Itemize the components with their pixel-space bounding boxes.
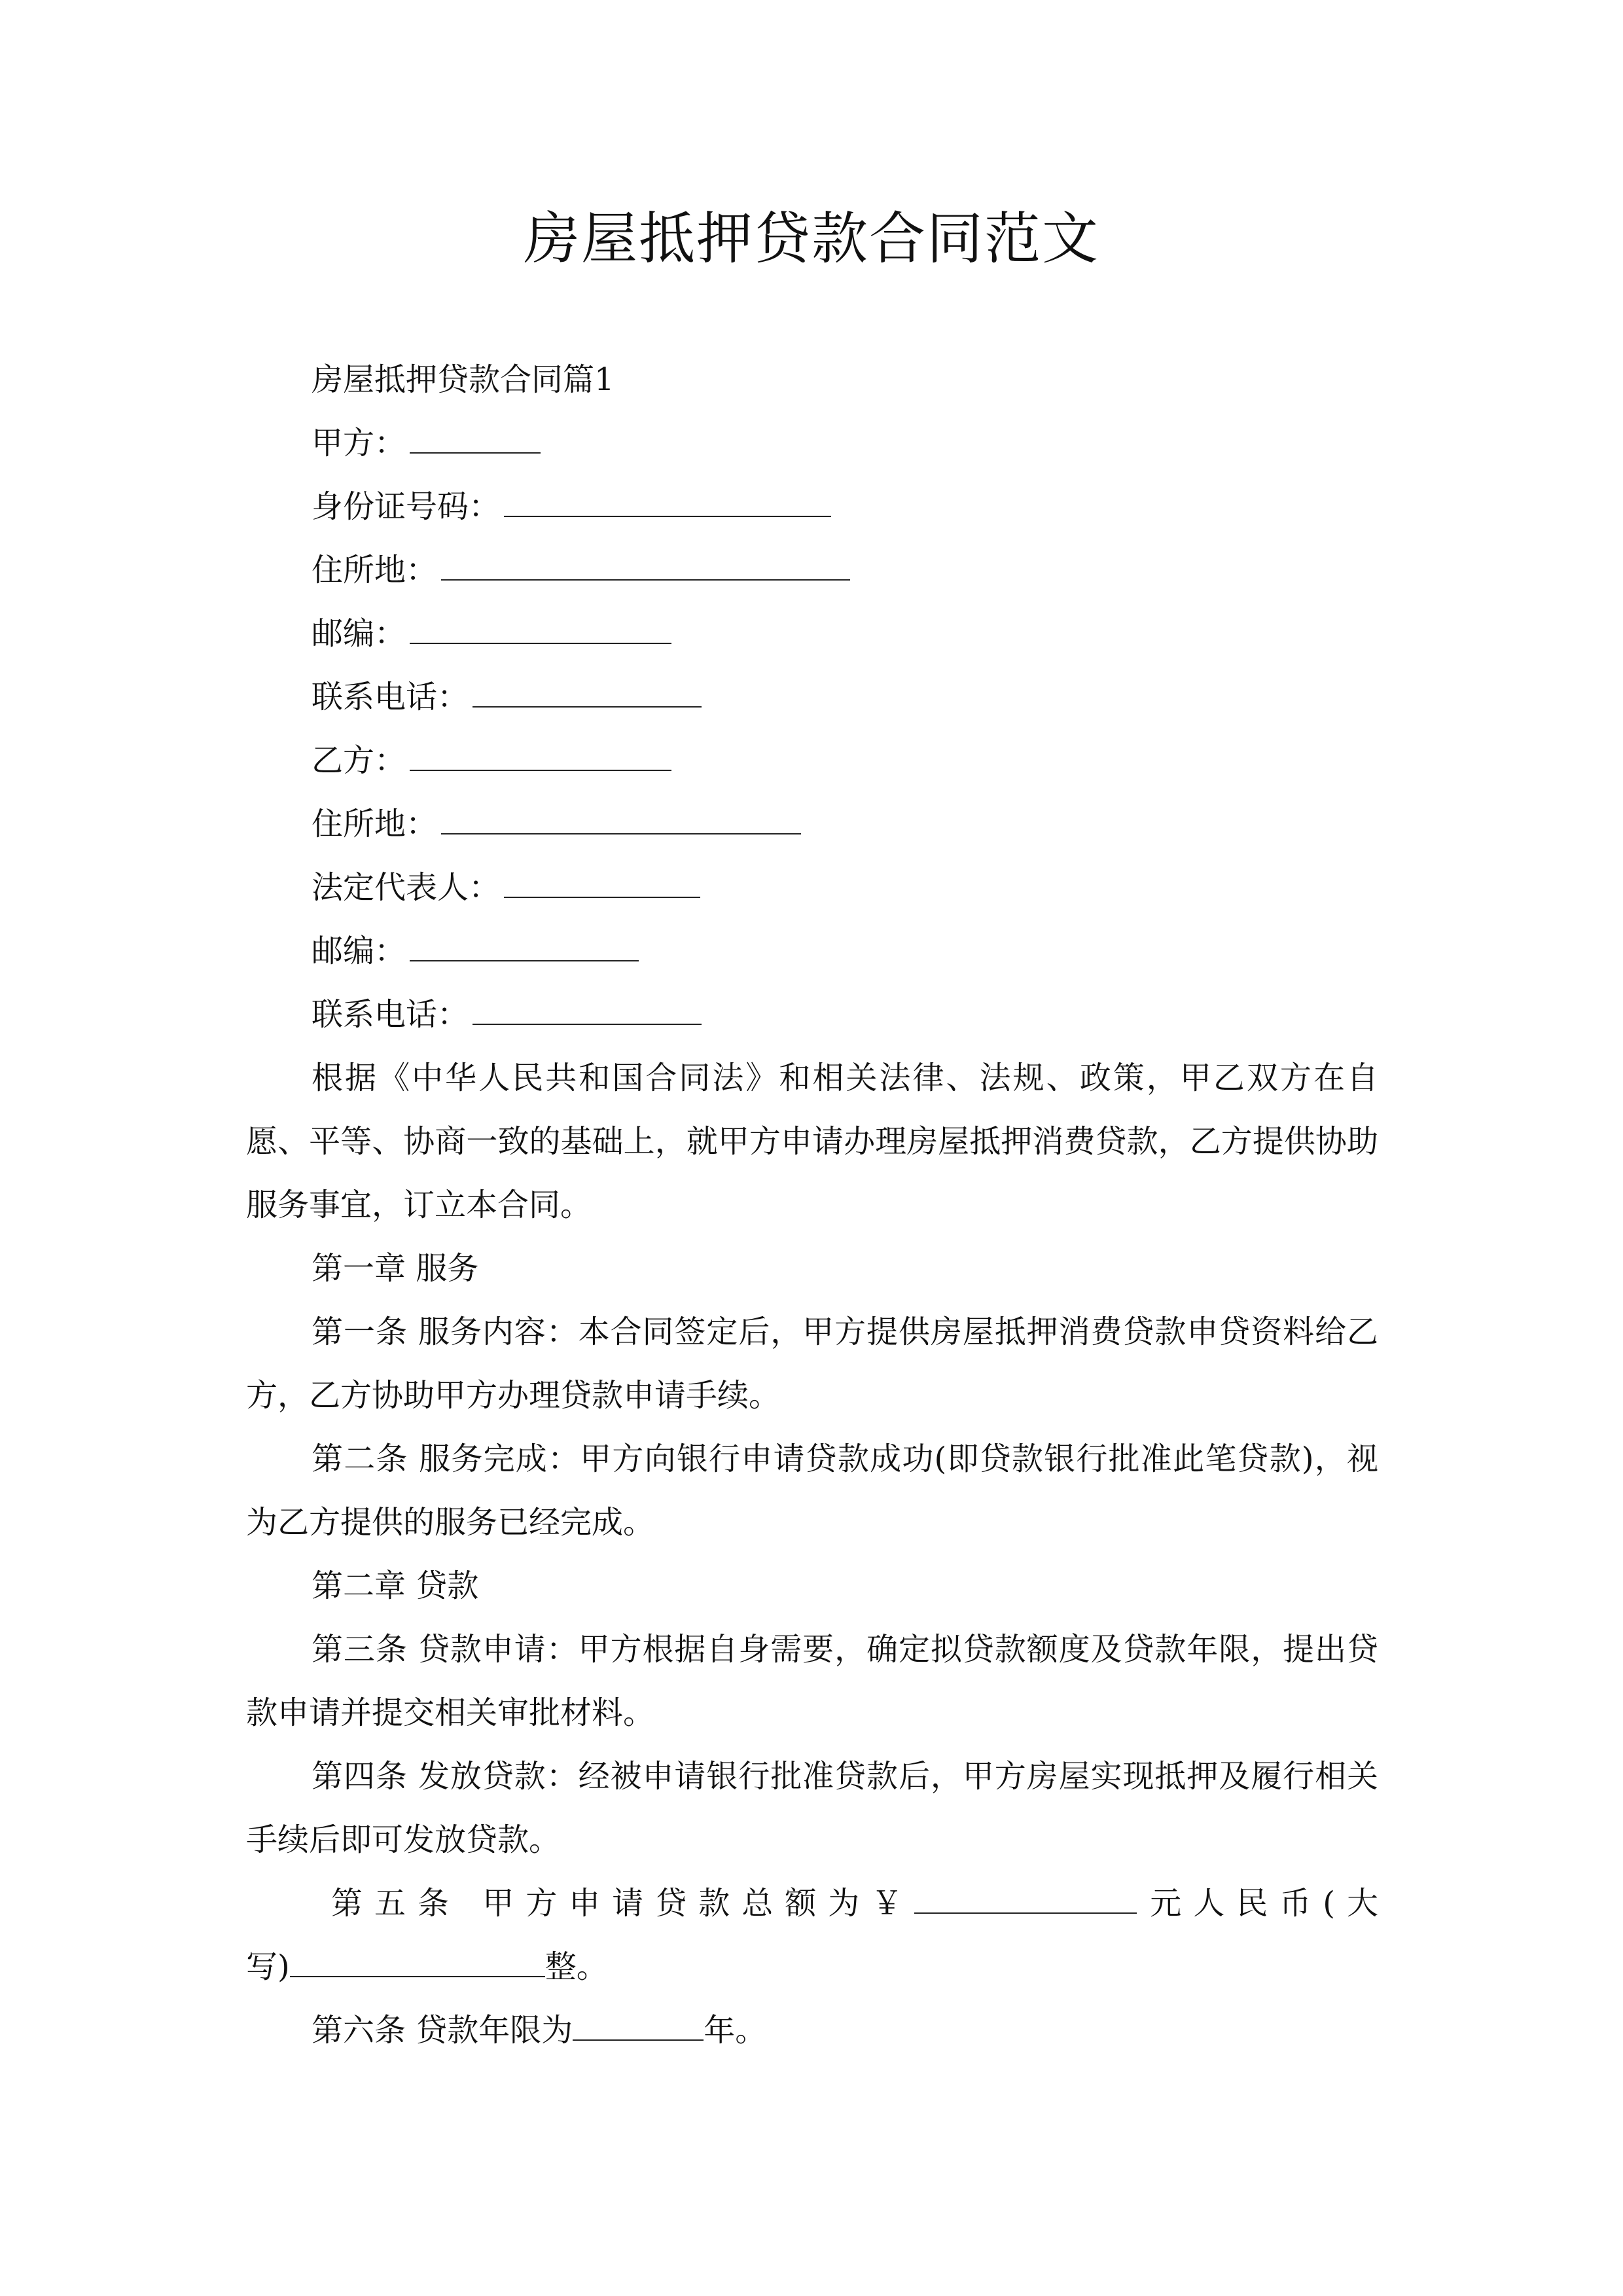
fill-blank[interactable] [441, 549, 850, 581]
preamble-paragraph: 根据《中华人民共和国合同法》和相关法律、法规、政策，甲乙双方在自愿、平等、协商一致的基础上，就甲方申请办理房屋抵押消费贷款，乙方提供协助服务事宜，订立本合同。 [246, 1060, 1378, 1223]
article-5-text: 整。 [544, 1948, 608, 1985]
fill-blank[interactable] [473, 676, 702, 708]
field-party-a [246, 412, 1378, 475]
fill-blank[interactable] [914, 1882, 1137, 1914]
article-5-line-1 [246, 1872, 1390, 1935]
chapter-heading-1: 第一章 服务 [312, 1250, 479, 1287]
fill-blank[interactable] [473, 994, 702, 1025]
fill-blank[interactable] [504, 867, 700, 898]
article-1: 第一条 服务内容：本合同签定后，甲方提供房屋抵押消费贷款申贷资料给乙方，乙方协助甲方办理贷款申请手续。 [246, 1314, 1378, 1414]
field-label: 甲方： [312, 425, 406, 461]
field-postcode-b [246, 920, 1378, 983]
article-5-line-2 [246, 1935, 1378, 1999]
fill-blank[interactable] [410, 930, 639, 961]
article-5-text: 元人民币(大 [1150, 1885, 1390, 1922]
section-heading [246, 348, 1378, 412]
document-title: 房屋抵押贷款合同范文 [524, 206, 1099, 272]
fill-blank[interactable] [573, 2009, 704, 2041]
fill-blank[interactable] [410, 740, 671, 771]
fill-blank[interactable] [290, 1946, 545, 1977]
field-residence-b [246, 793, 1378, 856]
article-6-text: 第六条 贷款年限为 [312, 2012, 573, 2049]
field-postcode-a [246, 602, 1378, 666]
fill-blank[interactable] [410, 613, 671, 644]
article-5-text: 第五条 甲方申请贷款总额为￥ [331, 1885, 915, 1922]
field-label: 联系电话： [312, 679, 469, 715]
field-label: 法定代表人： [312, 869, 501, 906]
fill-blank[interactable] [410, 422, 541, 454]
article-3: 第三条 贷款申请：甲方根据自身需要，确定拟贷款额度及贷款年限，提出贷款申请并提交相关审批材料。 [246, 1631, 1378, 1731]
article-6 [246, 1999, 1378, 2062]
document-body [246, 348, 1390, 2062]
field-label: 住所地： [312, 806, 438, 842]
article-2: 第二条 服务完成：甲方向银行申请贷款成功(即贷款银行批准此笔贷款)，视为乙方提供的服务已经完成。 [246, 1441, 1378, 1541]
field-label: 邮编： [312, 933, 406, 969]
field-phone-a [246, 666, 1378, 729]
article-6-text: 年。 [704, 2012, 767, 2049]
chapter-heading-2: 第二章 贷款 [312, 1568, 479, 1604]
field-residence-a [246, 539, 1378, 602]
field-party-b [246, 729, 1378, 793]
article-5-text: 写) [246, 1948, 290, 1985]
field-label: 邮编： [312, 615, 406, 652]
fill-blank[interactable] [504, 486, 831, 517]
field-label: 乙方： [312, 742, 406, 779]
field-legal-rep [246, 856, 1378, 920]
field-label: 联系电话： [312, 996, 469, 1033]
article-4: 第四条 发放贷款：经被申请银行批准贷款后，甲方房屋实现抵押及履行相关手续后即可发放贷款。 [246, 1758, 1378, 1858]
field-phone-b [246, 983, 1378, 1047]
section-heading-text: 房屋抵押贷款合同篇1 [312, 361, 615, 398]
field-id-number [246, 475, 1378, 539]
field-label: 身份证号码： [312, 488, 501, 525]
fill-blank[interactable] [441, 803, 801, 834]
field-label: 住所地： [312, 552, 438, 588]
